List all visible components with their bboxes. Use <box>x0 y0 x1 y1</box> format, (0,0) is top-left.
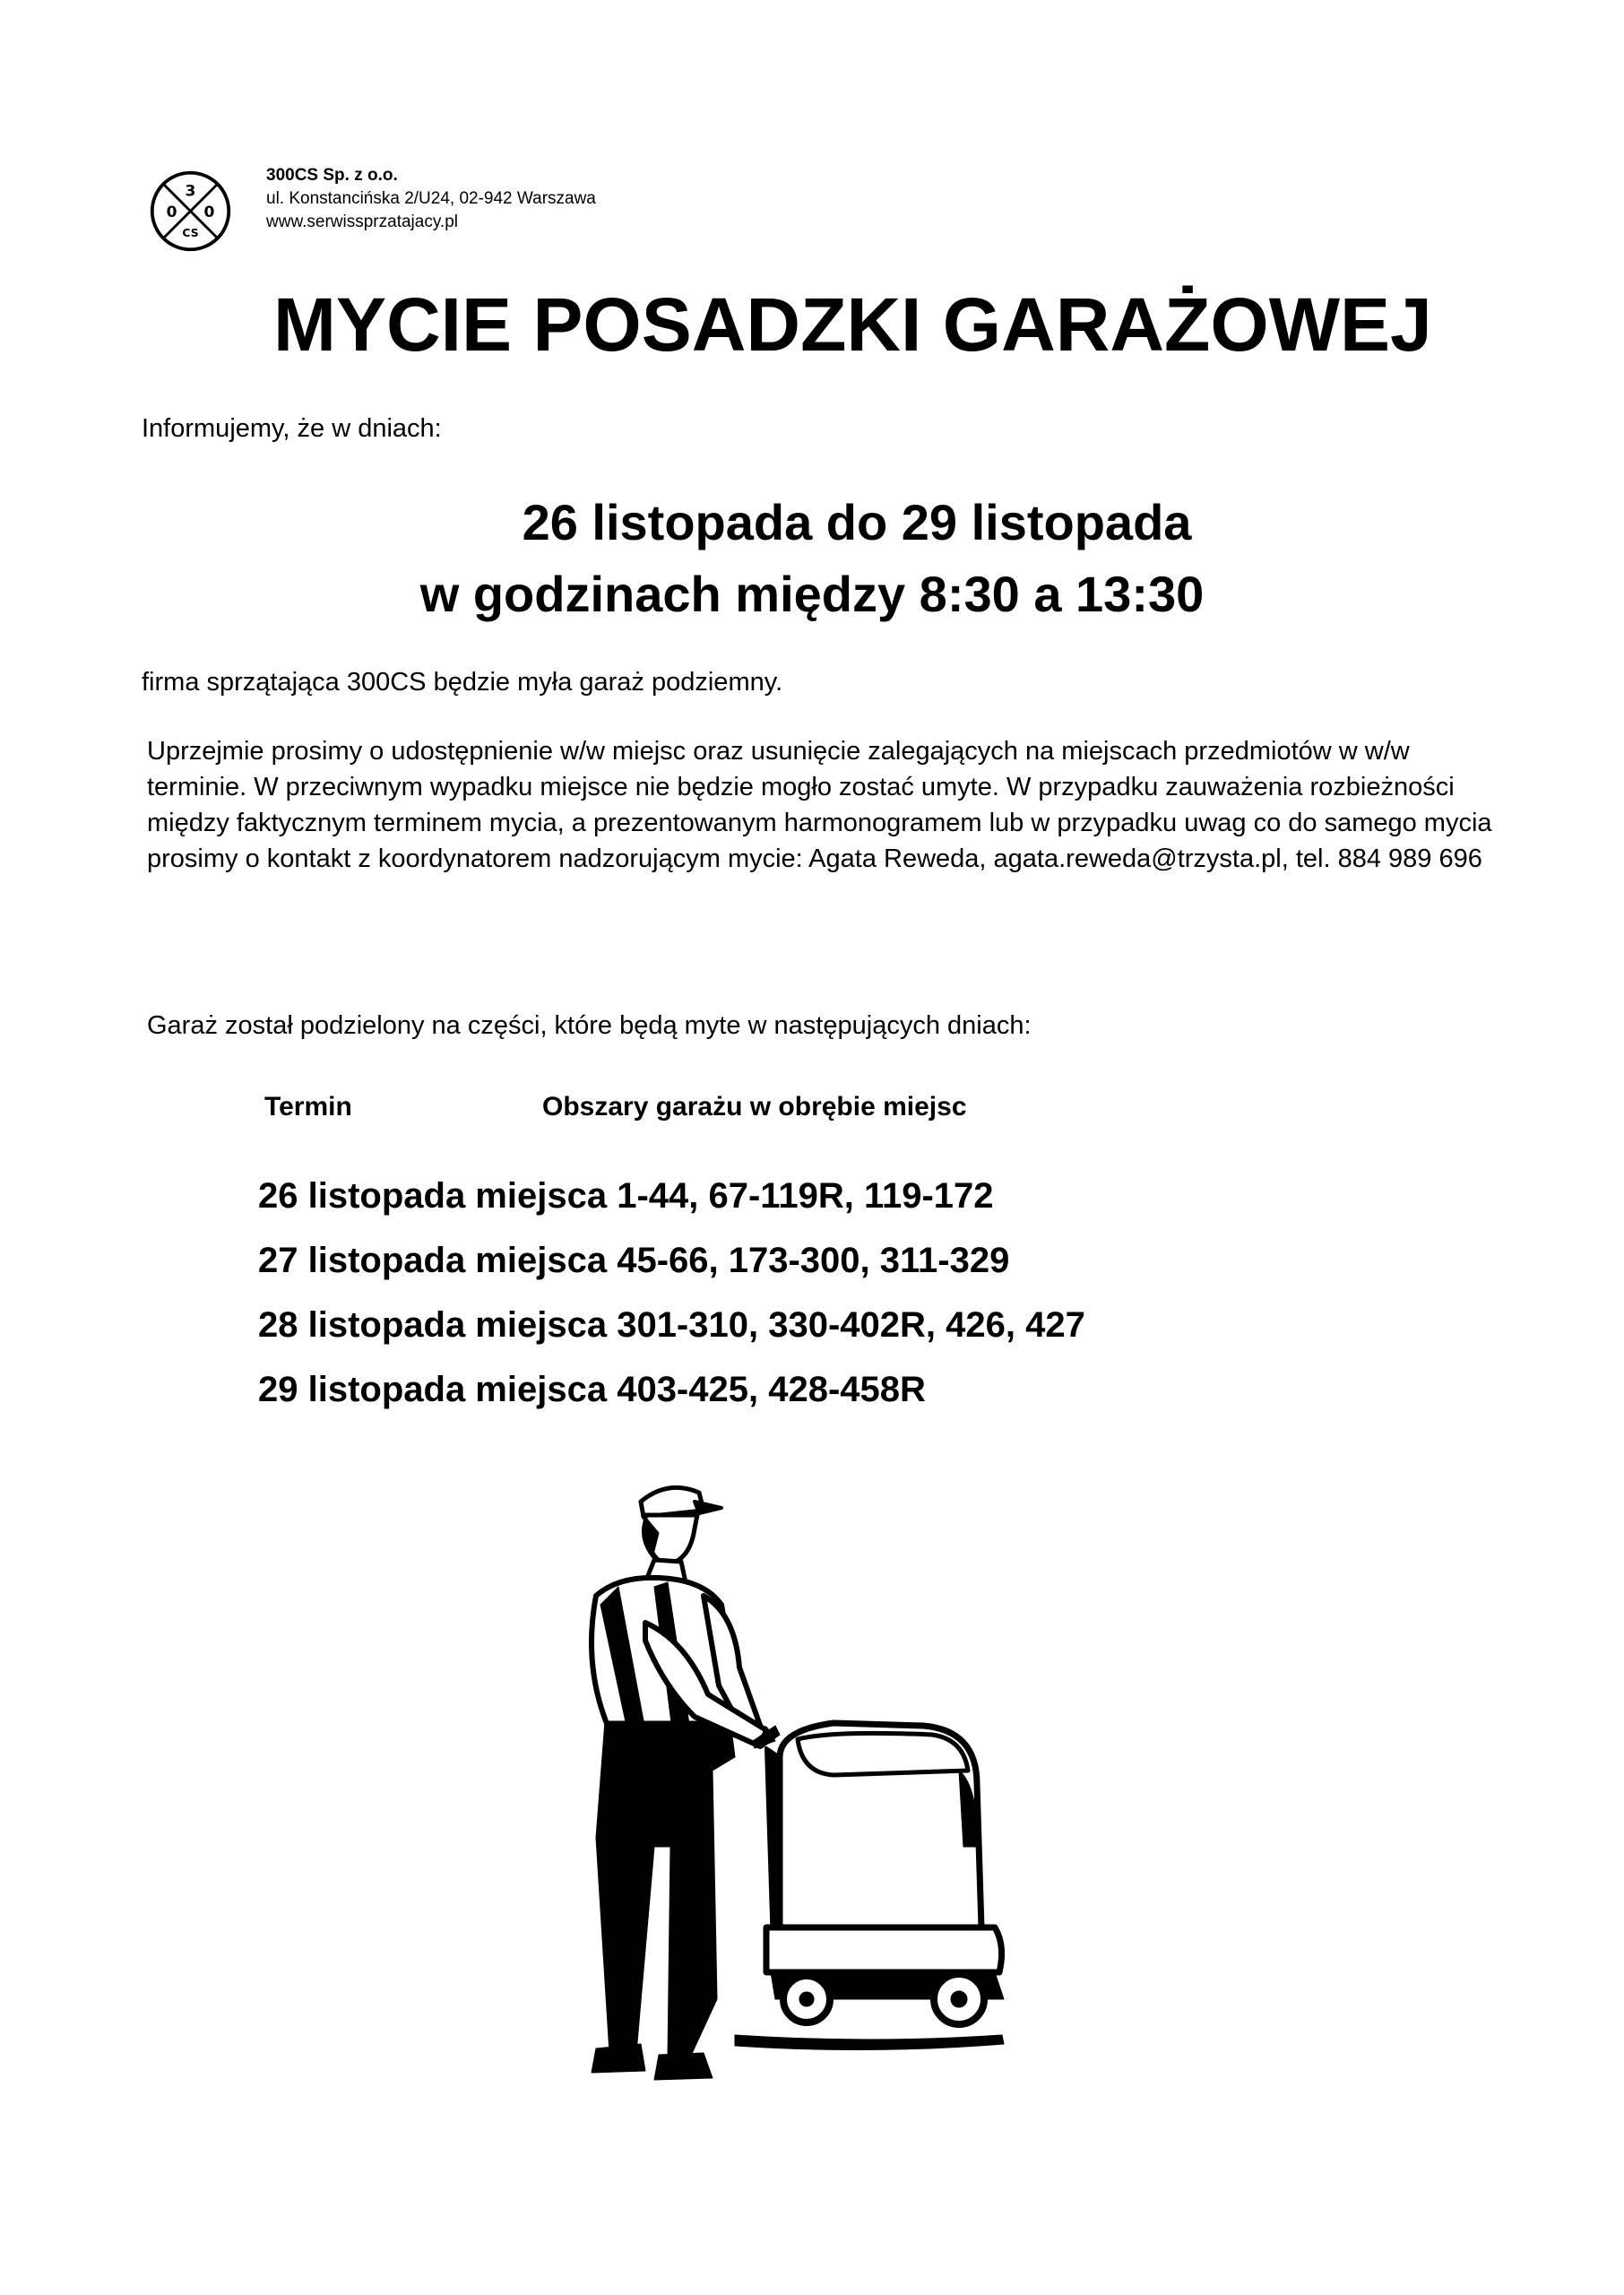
logo-digit: 0 <box>166 204 177 222</box>
logo-digit: 0 <box>203 204 215 222</box>
paragraph-company: firma sprzątająca 300CS będzie myła garaż podziemny. <box>142 668 783 697</box>
schedule-header-term: Termin <box>264 1092 352 1122</box>
company-name: 300CS Sp. z o.o. <box>266 166 398 185</box>
company-website: www.serwissprzatajacy.pl <box>266 212 458 231</box>
company-address: ul. Konstancińska 2/U24, 02-942 Warszawa <box>266 189 596 208</box>
dates-range: 26 listopada do 29 listopada <box>522 494 1192 550</box>
worker-with-floor-scrubber-icon <box>511 1461 1013 2107</box>
logo-letters: CS <box>182 227 199 239</box>
logo-digit: 3 <box>185 182 196 201</box>
schedule-list <box>258 1164 1085 1422</box>
paragraph-division: Garaż został podzielony na części, które będą myte w następujących dniach: <box>147 1011 1032 1040</box>
schedule-row: 29 listopada miejsca 403-425, 428-458R <box>258 1370 926 1409</box>
schedule-row: 28 listopada miejsca 301-310, 330-402R, 426, 427 <box>258 1305 1085 1345</box>
page-title: MYCIE POSADZKI GARAŻOWEJ <box>273 282 1432 367</box>
dates-block <box>0 487 1624 630</box>
hours-range: w godzinach między 8:30 a 13:30 <box>419 566 1205 622</box>
company-logo <box>148 169 233 254</box>
schedule-header-area: Obszary garażu w obrębie miejsc <box>542 1092 967 1122</box>
paragraph-request: Uprzejmie prosimy o udostępnienie w/w miejsc oraz usunięcie zalegających na miejscach przedmiotów w w/w terminie. W przeciwnym wypadku miejsce nie będzie mogło zostać umyte. W przypadku zauważenia rozbieżności między faktycznym terminem mycia, a prezentowanym harmonogramem lub w przypadku uwag co do samego mycia prosimy o kontakt z koordynatorem nadzorującym mycie: Agata Reweda, agata.reweda@trzysta.pl, tel. 884 989 696 <box>147 737 1492 873</box>
schedule-row: 27 listopada miejsca 45-66, 173-300, 311-329 <box>258 1241 1010 1280</box>
intro-text: Informujemy, że w dniach: <box>142 414 442 443</box>
company-info <box>266 164 596 234</box>
schedule-row: 26 listopada miejsca 1-44, 67-119R, 119-172 <box>258 1176 994 1216</box>
